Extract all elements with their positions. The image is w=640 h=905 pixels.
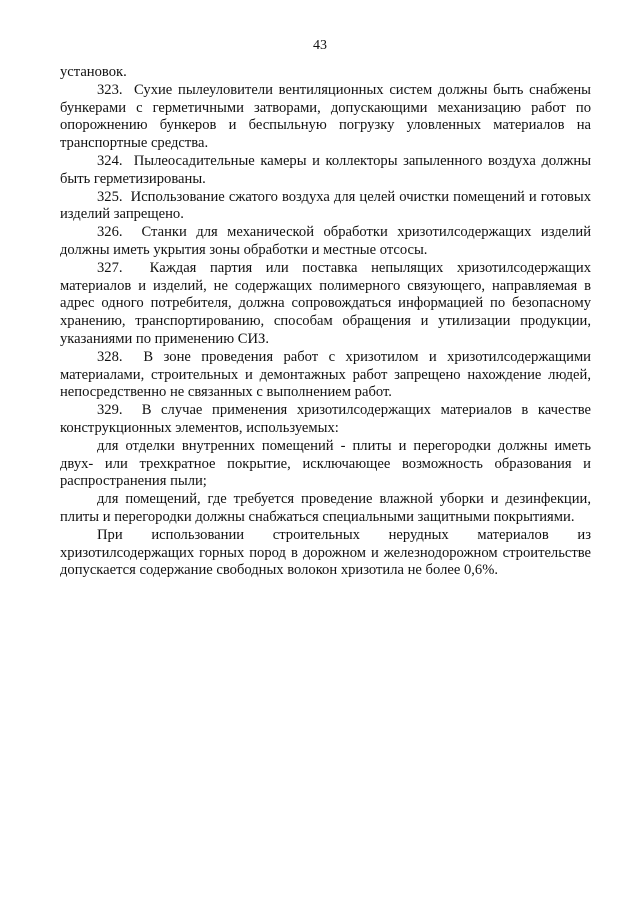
paragraph-328: 328. В зоне проведения работ с хризотилом и хризотилсодержащими материалами, строительных и демонтажных работ запрещено нахождение людей, непосредственно не связанных с выполнением работ. — [60, 348, 591, 401]
page-number: 43 — [313, 38, 327, 53]
paragraph-continuation: установок. — [60, 64, 127, 80]
paragraph-325: 325. Использование сжатого воздуха для целей очистки помещений и готовых изделий запрещено. — [60, 188, 591, 223]
paragraph-324: 324. Пылеосадительные камеры и коллекторы запыленного воздуха должны быть герметизированы. — [60, 152, 591, 187]
paragraph-327: 327. Каждая партия или поставка непылящих хризотилсодержащих материалов и изделий, не содержащих полимерного связующего, направляемая в адрес одного потребителя, должна сопровождаться информацией по безопасному хранению, транспортированию, способам обращения и утилизации продукции, указаниями по применению СИЗ. — [60, 259, 591, 347]
paragraph-326: 326. Станки для механической обработки хризотилсодержащих изделий должны иметь укрытия зоны обработки и местные отсосы. — [60, 224, 591, 258]
paragraph-329-item-interior: для отделки внутренних помещений - плиты и перегородки должны иметь двух- или трехкратное покрытие, исключающее возможность образования и распространения пыли; — [60, 437, 591, 490]
paragraph-329: 329. В случае применения хризотилсодержащих материалов в качестве конструкционных элементов, используемых: — [60, 402, 591, 436]
paragraph-323: 323. Сухие пылеуловители вентиляционных систем должны быть снабжены бункерами с герметичными затворами, допускающими механизацию работ по опорожнению бункеров и беспыльную погрузку уловленных материалов на транспортные средства. — [60, 81, 591, 152]
paragraph-nonmetallic-materials: При использовании строительных нерудных материалов из хризотилсодержащих горных пород в дорожном и железнодорожном строительстве допускается содержание свободных волокон хризотила не более 0,6%. — [60, 526, 591, 579]
document-body — [60, 64, 591, 580]
paragraph-329-item-wet-cleaning: для помещений, где требуется проведение влажной уборки и дезинфекции, плиты и перегородки должны снабжаться специальными защитными покрытиями. — [60, 491, 591, 525]
